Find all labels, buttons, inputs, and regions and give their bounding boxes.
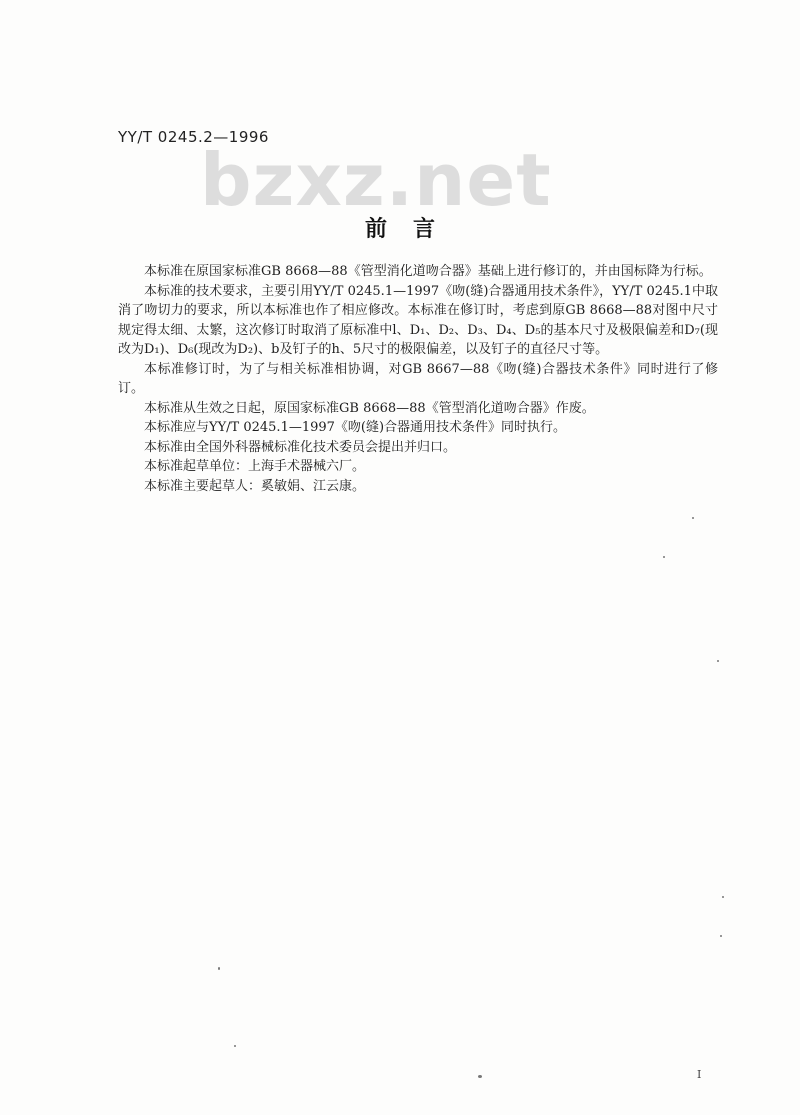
paragraph: 本标准从生效之日起，原国家标准GB 8668—88《管型消化道吻合器》作废。 <box>144 400 595 416</box>
paragraph: 本标准应与YY/T 0245.1—1997《吻(缝)合器通用技术条件》同时执行。 <box>144 420 567 435</box>
scan-speck <box>478 1075 482 1078</box>
paragraph: 本标准修订时，为了与相关标准相协调，对GB 8667—88《吻(缝)合器技术条件》同时进行了修订。 <box>118 361 718 396</box>
scan-speck <box>717 660 719 662</box>
scan-speck <box>692 517 694 519</box>
page-number: I <box>697 1068 702 1081</box>
foreword-body <box>118 262 718 496</box>
paragraph: 本标准由全国外科器械标准化技术委员会提出并归口。 <box>144 439 457 455</box>
scan-speck <box>218 967 220 970</box>
scan-speck <box>234 1045 236 1047</box>
standard-code: YY/T 0245.2—1996 <box>118 128 269 146</box>
page-title: 前言 <box>364 216 461 242</box>
paragraph: 本标准在原国家标准GB 8668—88《管型消化道吻合器》基础上进行修订的，并由国标降为行标。 <box>144 264 712 279</box>
paragraph: 本标准起草单位：上海手术器械六厂。 <box>144 459 366 474</box>
scan-speck <box>663 556 665 558</box>
watermark-text: bzxz.net <box>200 138 552 222</box>
paragraph: 本标准的技术要求，主要引用YY/T 0245.1—1997《吻(缝)合器通用技术条件》，YY/T 0245.1中取消了吻切力的要求，所以本标准也作了相应修改。本标准在修订时，考虑到原GB 8668—88对图中尺寸规定得太细、太繁，这次修订时取消了原标准中l、D₁、D₂、D₃、D₄、D₅的基本尺寸及极限偏差和D₇(现改为D₁)、D₆(现改为D₂)、b及钉子的h、5尺寸的极限偏差，以及钉子的直径尺寸等。 <box>118 283 718 357</box>
paragraph: 本标准主要起草人：奚敏娟、江云康。 <box>144 478 366 494</box>
scan-speck <box>722 896 724 898</box>
scan-speck <box>720 935 722 937</box>
